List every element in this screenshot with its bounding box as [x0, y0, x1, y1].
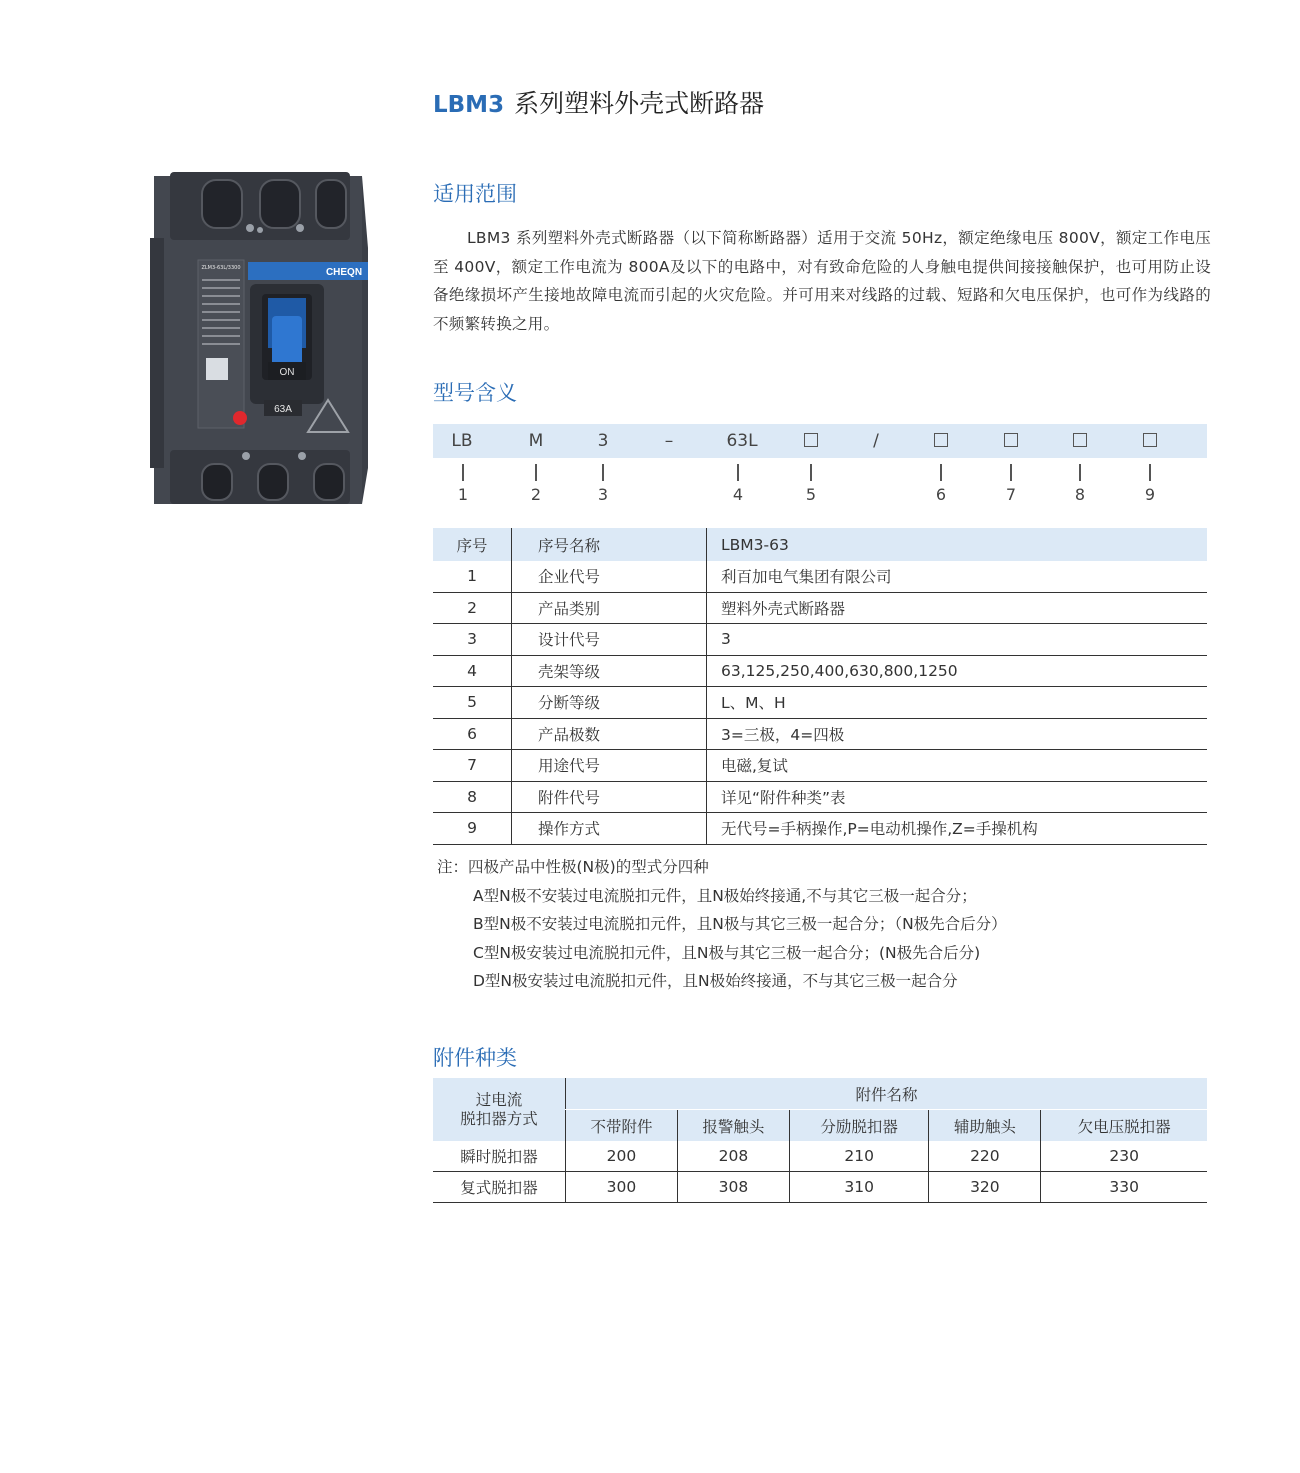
- model-code-box: [1073, 424, 1087, 458]
- table-cell: 220: [929, 1141, 1041, 1172]
- table-cell: 详见“附件种类”表: [707, 781, 1208, 813]
- note-item: C型N极安装过电流脱扣元件，且N极与其它三极一起合分；(N极先合后分): [473, 943, 981, 962]
- table-row: [433, 750, 1207, 782]
- table-header-row: [433, 1078, 1207, 1110]
- table-cell: 7: [433, 750, 512, 782]
- table-cell: 产品极数: [512, 718, 707, 750]
- model-code-box: [804, 424, 818, 458]
- model-code-part: M: [528, 431, 544, 451]
- row-header-title: 过电流 脱扣器方式: [433, 1078, 566, 1141]
- table-cell: 300: [566, 1172, 678, 1203]
- table-row: [433, 592, 1207, 624]
- model-code-box: [1143, 424, 1157, 458]
- model-code-tick: [737, 464, 739, 481]
- model-meaning-table: [433, 528, 1207, 845]
- table-cell: 操作方式: [512, 813, 707, 845]
- model-code-tick: [535, 464, 537, 481]
- model-code-part: 63L: [726, 431, 758, 451]
- table-cell: 5: [433, 687, 512, 719]
- table-cell: 4: [433, 655, 512, 687]
- table-cell: 设计代号: [512, 624, 707, 656]
- table-cell: 壳架等级: [512, 655, 707, 687]
- table-cell: 无代号=手柄操作,P=电动机操作,Z=手操机构: [707, 813, 1208, 845]
- title-model: LBM3: [433, 92, 505, 118]
- model-code-number: 7: [1005, 485, 1017, 504]
- brand-logo-text: CHEQN: [325, 267, 363, 278]
- table-cell: 6: [433, 718, 512, 750]
- table-cell: 利百加电气集团有限公司: [707, 561, 1208, 592]
- table-cell: 9: [433, 813, 512, 845]
- model-code-number: 5: [805, 485, 817, 504]
- column-header: 分励脱扣器: [789, 1110, 928, 1142]
- page-title: [433, 84, 764, 120]
- table-row: [433, 561, 1207, 592]
- table-cell: 塑料外壳式断路器: [707, 592, 1208, 624]
- table-cell: 310: [789, 1172, 928, 1203]
- group-header: 附件名称: [566, 1078, 1208, 1110]
- model-code-tick: [1010, 464, 1012, 481]
- model-code-number: 3: [597, 485, 609, 504]
- column-header: 欠电压脱扣器: [1041, 1110, 1207, 1142]
- model-code-number: 4: [732, 485, 744, 504]
- table-row: [433, 687, 1207, 719]
- breaker-product-image: [150, 168, 372, 508]
- model-code-part: /: [873, 431, 879, 451]
- table-cell: 63,125,250,400,630,800,1250: [707, 655, 1208, 687]
- table-row: [433, 1141, 1207, 1172]
- section-title-model-meaning: 型号含义: [433, 381, 517, 405]
- table-cell: 3: [707, 624, 1208, 656]
- model-code-number: 9: [1144, 485, 1156, 504]
- table-row: [433, 624, 1207, 656]
- model-code-tick: [1079, 464, 1081, 481]
- table-cell: 3: [433, 624, 512, 656]
- table-cell: 308: [677, 1172, 789, 1203]
- model-code-part: LB: [451, 431, 473, 451]
- table-cell: 3=三极，4=四极: [707, 718, 1208, 750]
- accessory-table: [433, 1078, 1207, 1203]
- table-cell: 企业代号: [512, 561, 707, 592]
- table-cell: 210: [789, 1141, 928, 1172]
- notes-heading: 注：四极产品中性极(N极)的型式分四种: [437, 858, 709, 876]
- model-code-number: 8: [1074, 485, 1086, 504]
- column-header: 辅助触头: [929, 1110, 1041, 1142]
- model-code-box: [1004, 424, 1018, 458]
- intro-paragraph: LBM3 系列塑料外壳式断路器（以下简称断路器）适用于交流 50Hz，额定绝缘电压 800V，额定工作电压至 400V，额定工作电流为 800A及以下的电路中，对有致命危险的人身触电提供间接接触保护，也可用防止设备绝缘损坏产生接地故障电流而引起的火灾危险。并可用来对线路的过载、短路和欠电压保护，也可作为线路的不频繁转换之用。: [433, 229, 1211, 333]
- table-cell: L、M、H: [707, 687, 1208, 719]
- table-row: [433, 655, 1207, 687]
- table-cell: 8: [433, 781, 512, 813]
- table-cell: 分断等级: [512, 687, 707, 719]
- note-item: D型N极安装过电流脱扣元件，且N极始终接通，不与其它三极一起合分: [473, 972, 958, 990]
- table-row: [433, 1172, 1207, 1203]
- section-title-accessory-types: 附件种类: [433, 1046, 517, 1070]
- table-cell: 200: [566, 1141, 678, 1172]
- model-code-part: 3: [597, 431, 609, 451]
- table-cell: 附件代号: [512, 781, 707, 813]
- column-header: 报警触头: [677, 1110, 789, 1142]
- table-row: [433, 718, 1207, 750]
- table-cell: 电磁,复试: [707, 750, 1208, 782]
- model-code-number: 2: [530, 485, 542, 504]
- row-label: 复式脱扣器: [433, 1172, 566, 1203]
- note-item: B型N极不安装过电流脱扣元件，且N极与其它三极一起合分；（N极先合后分）: [473, 915, 1007, 933]
- model-code-part: –: [664, 431, 674, 451]
- notes-block: [437, 853, 1007, 996]
- section-title-scope: 适用范围: [433, 182, 517, 206]
- model-code-tick: [810, 464, 812, 481]
- table-cell: 320: [929, 1172, 1041, 1203]
- model-code-number: 6: [935, 485, 947, 504]
- table-cell: 用途代号: [512, 750, 707, 782]
- table-cell: 1: [433, 561, 512, 592]
- table-row: [433, 813, 1207, 845]
- row-label: 瞬时脱扣器: [433, 1141, 566, 1172]
- model-code-tick: [1149, 464, 1151, 481]
- note-item: A型N极不安装过电流脱扣元件，且N极始终接通,不与其它三极一起合分；: [473, 886, 977, 905]
- model-code-tick: [940, 464, 942, 481]
- model-code-number: 1: [457, 485, 469, 504]
- table-cell: 208: [677, 1141, 789, 1172]
- column-header: 不带附件: [566, 1110, 678, 1142]
- table-cell: 2: [433, 592, 512, 624]
- table-header-row: [433, 528, 1207, 561]
- title-name: 系列塑料外壳式断路器: [514, 89, 765, 118]
- table-cell: 产品类别: [512, 592, 707, 624]
- table-row: [433, 781, 1207, 813]
- table-cell: 230: [1041, 1141, 1207, 1172]
- table-cell: 330: [1041, 1172, 1207, 1203]
- model-code-tick: [462, 464, 464, 481]
- column-header: 序号: [433, 528, 512, 561]
- nameplate-model: ZLM3-63L/3300: [201, 265, 241, 271]
- rating-label: 63A: [274, 404, 292, 415]
- model-code-tick: [602, 464, 604, 481]
- model-code-strip: [433, 424, 1207, 458]
- column-header: 序号名称: [512, 528, 707, 561]
- switch-on-label: ON: [279, 367, 295, 378]
- model-code-box: [934, 424, 948, 458]
- column-header: LBM3-63: [707, 528, 1208, 561]
